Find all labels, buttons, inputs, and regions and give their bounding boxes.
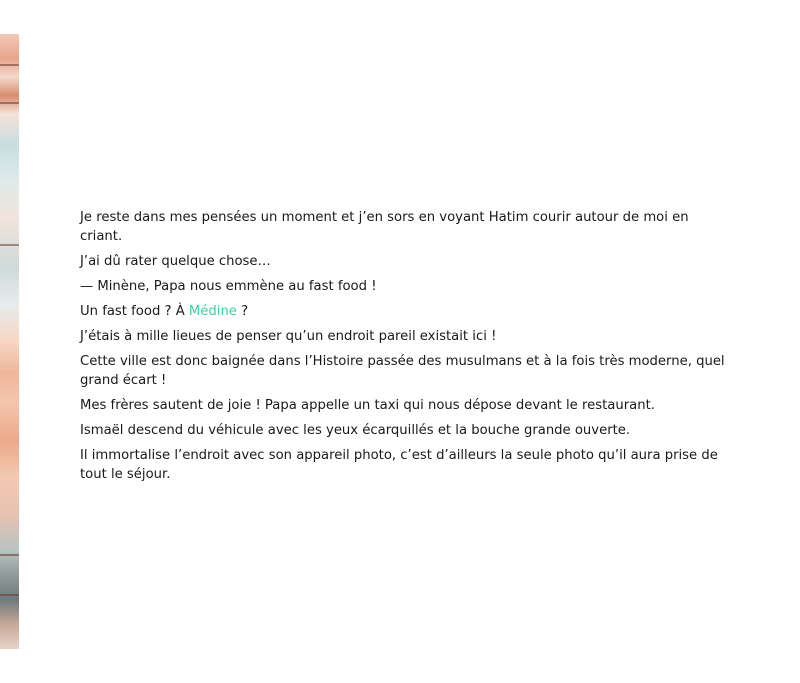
illustration-stroke xyxy=(0,554,19,556)
paragraph-7: Mes frères sautent de joie ! Papa appelle un taxi qui nous dépose devant le restaurant. xyxy=(80,398,655,413)
illustration-stroke xyxy=(0,64,19,66)
paragraph-5: J’étais à mille lieues de penser qu’un endroit pareil existait ici ! xyxy=(80,329,497,344)
paragraph-9: Il immortalise l’endroit avec son appareil photo, c’est d’ailleurs la seule photo qu’il aura prise de tout le séjour. xyxy=(80,448,718,482)
paragraph-2: J’ai dû rater quelque chose… xyxy=(80,254,271,269)
paragraph-4-start: Un fast food ? À xyxy=(80,304,189,319)
illustration-stroke xyxy=(0,594,19,596)
paragraph-4-end: ? xyxy=(236,304,249,319)
paragraph-8: Ismaël descend du véhicule avec les yeux écarquillés et la bouche grande ouverte. xyxy=(80,423,631,438)
paragraph-4 xyxy=(80,302,730,321)
paragraph-3: — Minène, Papa nous emmène au fast food ! xyxy=(80,279,377,294)
paragraph-1: Je reste dans mes pensées un moment et j’en sors en voyant Hatim courir autour de moi en criant. xyxy=(80,210,689,244)
city-name-highlight: Médine xyxy=(188,304,237,319)
illustration-edge xyxy=(0,34,19,649)
illustration-stroke xyxy=(0,244,19,246)
illustration-stroke xyxy=(0,102,19,104)
paragraph-6: Cette ville est donc baignée dans l’Histoire passée des musulmans et à la fois très moderne, quel grand écart ! xyxy=(80,354,725,388)
story-text xyxy=(80,208,730,490)
